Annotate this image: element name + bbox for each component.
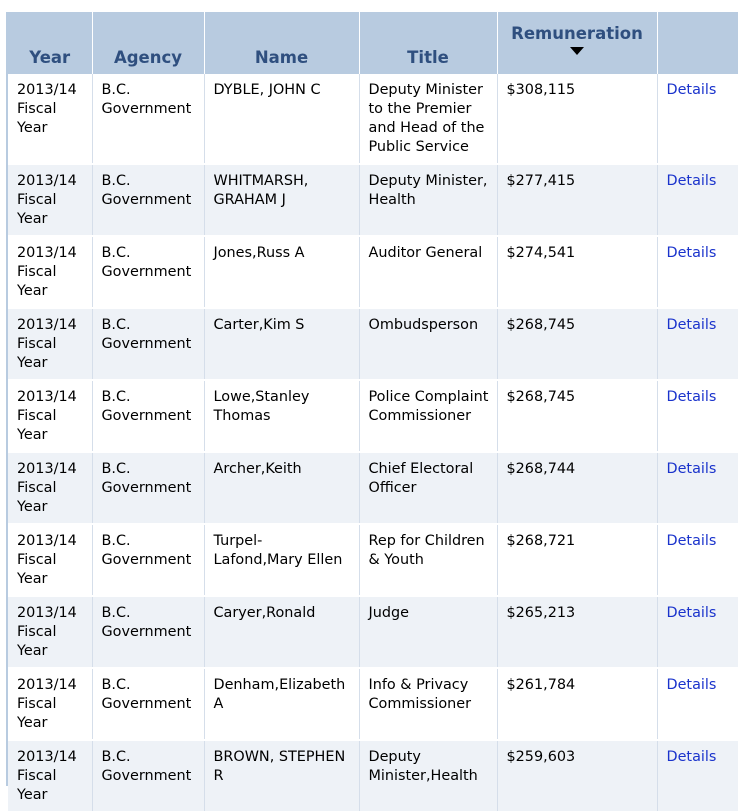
cell-title: Chief Electoral Officer (359, 452, 497, 524)
cell-agency: B.C. Government (92, 308, 204, 380)
cell-details (657, 236, 738, 308)
cell-name: Caryer,Ronald (204, 596, 359, 668)
details-link[interactable]: Details (666, 533, 717, 549)
cell-remuneration: $277,415 (497, 164, 657, 236)
details-link[interactable]: Details (666, 389, 717, 405)
cell-details (657, 164, 738, 236)
table-row (8, 308, 738, 380)
cell-name: DYBLE, JOHN C (204, 74, 359, 164)
cell-year: 2013/14 Fiscal Year (8, 596, 92, 668)
cell-name: Carter,Kim S (204, 308, 359, 380)
cell-agency: B.C. Government (92, 668, 204, 740)
cell-details (657, 596, 738, 668)
cell-title: Auditor General (359, 236, 497, 308)
cell-agency: B.C. Government (92, 164, 204, 236)
salary-table (8, 12, 738, 811)
table-row (8, 74, 738, 164)
sort-descending-icon[interactable] (570, 47, 584, 55)
table-row (8, 236, 738, 308)
details-link[interactable]: Details (666, 317, 717, 333)
cell-year: 2013/14 Fiscal Year (8, 452, 92, 524)
column-header-year[interactable]: Year (8, 12, 92, 74)
cell-title: Deputy Minister, Health (359, 164, 497, 236)
cell-remuneration: $261,784 (497, 668, 657, 740)
table-body (8, 74, 738, 811)
cell-agency: B.C. Government (92, 596, 204, 668)
cell-title: Rep for Children & Youth (359, 524, 497, 596)
details-link[interactable]: Details (666, 82, 717, 98)
cell-year: 2013/14 Fiscal Year (8, 74, 92, 164)
cell-remuneration: $268,721 (497, 524, 657, 596)
table-row (8, 164, 738, 236)
cell-agency: B.C. Government (92, 74, 204, 164)
cell-title: Police Complaint Commissioner (359, 380, 497, 452)
cell-remuneration: $268,745 (497, 308, 657, 380)
cell-name: Archer,Keith (204, 452, 359, 524)
cell-agency: B.C. Government (92, 524, 204, 596)
table-row (8, 380, 738, 452)
cell-name: Turpel-Lafond,Mary Ellen (204, 524, 359, 596)
details-link[interactable]: Details (666, 749, 717, 765)
column-header-name[interactable]: Name (204, 12, 359, 74)
cell-remuneration: $268,745 (497, 380, 657, 452)
cell-agency: B.C. Government (92, 236, 204, 308)
cell-remuneration: $265,213 (497, 596, 657, 668)
cell-details (657, 524, 738, 596)
cell-title: Deputy Minister,Health (359, 740, 497, 811)
column-header-title[interactable]: Title (359, 12, 497, 74)
details-link[interactable]: Details (666, 677, 717, 693)
table-row (8, 740, 738, 811)
table-row (8, 596, 738, 668)
cell-year: 2013/14 Fiscal Year (8, 524, 92, 596)
cell-name: Denham,Elizabeth A (204, 668, 359, 740)
table-row (8, 524, 738, 596)
cell-agency: B.C. Government (92, 452, 204, 524)
cell-title: Info & Privacy Commissioner (359, 668, 497, 740)
column-header-remuneration[interactable]: Remuneration (497, 12, 657, 74)
cell-year: 2013/14 Fiscal Year (8, 740, 92, 811)
table-row (8, 452, 738, 524)
column-header-details (657, 12, 738, 74)
cell-details (657, 740, 738, 811)
salary-table-container (6, 12, 738, 803)
cell-agency: B.C. Government (92, 740, 204, 811)
cell-name: BROWN, STEPHEN R (204, 740, 359, 811)
cell-name: Lowe,Stanley Thomas (204, 380, 359, 452)
details-link[interactable]: Details (666, 245, 717, 261)
cell-details (657, 308, 738, 380)
cell-remuneration: $274,541 (497, 236, 657, 308)
cell-year: 2013/14 Fiscal Year (8, 164, 92, 236)
details-link[interactable]: Details (666, 461, 717, 477)
cell-details (657, 668, 738, 740)
cell-details (657, 380, 738, 452)
cell-agency: B.C. Government (92, 380, 204, 452)
cell-year: 2013/14 Fiscal Year (8, 236, 92, 308)
table-row (8, 668, 738, 740)
cell-details (657, 74, 738, 164)
cell-name: Jones,Russ A (204, 236, 359, 308)
table-header-row (8, 12, 738, 74)
cell-year: 2013/14 Fiscal Year (8, 308, 92, 380)
cell-title: Judge (359, 596, 497, 668)
details-link[interactable]: Details (666, 605, 717, 621)
cell-year: 2013/14 Fiscal Year (8, 380, 92, 452)
column-header-agency[interactable]: Agency (92, 12, 204, 74)
cell-name: WHITMARSH, GRAHAM J (204, 164, 359, 236)
cell-title: Ombudsperson (359, 308, 497, 380)
cell-title: Deputy Minister to the Premier and Head of the Public Service (359, 74, 497, 164)
cell-remuneration: $259,603 (497, 740, 657, 811)
cell-year: 2013/14 Fiscal Year (8, 668, 92, 740)
cell-remuneration: $268,744 (497, 452, 657, 524)
details-link[interactable]: Details (666, 173, 717, 189)
cell-details (657, 452, 738, 524)
cell-remuneration: $308,115 (497, 74, 657, 164)
